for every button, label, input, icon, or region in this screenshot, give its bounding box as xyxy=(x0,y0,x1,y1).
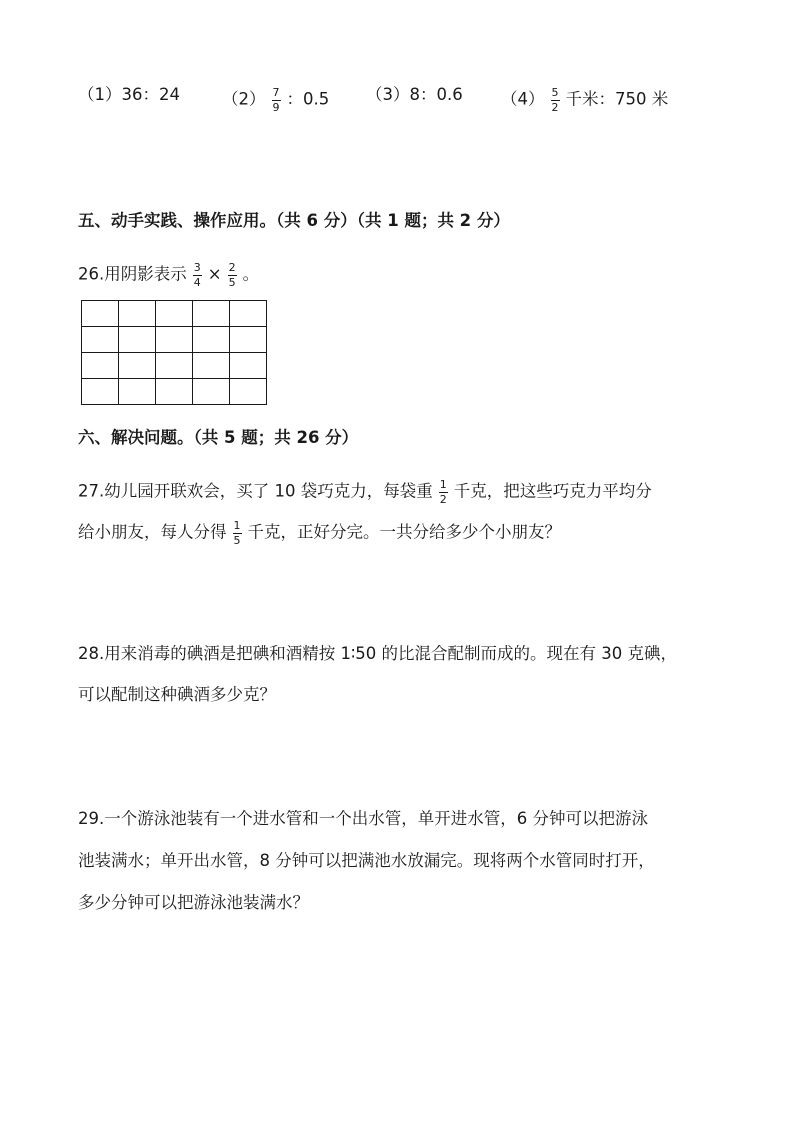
grid-cell[interactable] xyxy=(156,353,193,379)
grid-cell[interactable] xyxy=(119,301,156,327)
grid-cell[interactable] xyxy=(193,379,230,405)
ratio-item-2 xyxy=(222,87,329,113)
ratio-expr: 36：24 xyxy=(121,85,180,104)
grid-cell[interactable] xyxy=(193,301,230,327)
q27-text: 千克，正好分完。一共分给多少个小朋友？ xyxy=(247,522,561,542)
question-29-line-1: 29.一个游泳池装有一个进水管和一个出水管，单开进水管，6 分钟可以把游泳 xyxy=(78,809,648,828)
ratio-expr: 千米：750 米 xyxy=(565,89,669,109)
grid-row xyxy=(82,327,267,353)
fraction-numerator: 1 xyxy=(233,519,241,532)
fraction-denominator: 5 xyxy=(233,533,241,547)
ratio-label: （2） xyxy=(222,89,266,109)
grid-cell[interactable] xyxy=(119,353,156,379)
fraction-numerator: 3 xyxy=(193,261,201,274)
fraction xyxy=(228,262,237,288)
grid-cell[interactable] xyxy=(156,327,193,353)
section-6-heading: 六、解决问题。（共 5 题；共 26 分） xyxy=(78,428,359,447)
grid-cell[interactable] xyxy=(82,379,119,405)
ratio-expr: ：0.5 xyxy=(286,89,330,109)
grid-cell[interactable] xyxy=(156,379,193,405)
ratio-item-4 xyxy=(501,87,668,113)
fraction xyxy=(551,87,560,113)
shading-grid[interactable] xyxy=(81,300,267,405)
ratio-label: （4） xyxy=(501,89,545,109)
grid-cell[interactable] xyxy=(82,353,119,379)
q27-text: 27.幼儿园开联欢会，买了 10 袋巧克力，每袋重 xyxy=(78,481,433,501)
question-28-line-1: 28.用来消毒的碘酒是把碘和酒精按 1∶50 的比混合配制而成的。现在有 30 克碘， xyxy=(78,644,678,663)
ratio-item-1 xyxy=(78,87,180,104)
fraction xyxy=(272,87,281,113)
q26-prefix: 26.用阴影表示 xyxy=(78,264,187,284)
grid-cell[interactable] xyxy=(119,327,156,353)
grid-cell[interactable] xyxy=(82,327,119,353)
question-29-line-2: 池装满水；单开出水管，8 分钟可以把满池水放漏完。现将两个水管同时打开， xyxy=(78,851,655,870)
grid-row xyxy=(82,301,267,327)
grid-cell[interactable] xyxy=(230,379,267,405)
section-5-heading: 五、动手实践、操作应用。（共 6 分）（共 1 题；共 2 分） xyxy=(78,211,510,230)
fraction-numerator: 7 xyxy=(272,86,280,99)
grid-cell[interactable] xyxy=(119,379,156,405)
fraction xyxy=(439,479,448,505)
fraction-numerator: 2 xyxy=(228,261,236,274)
fraction-denominator: 4 xyxy=(193,275,201,289)
grid-cell[interactable] xyxy=(230,301,267,327)
fraction-denominator: 2 xyxy=(439,492,447,506)
ratio-label: （3） xyxy=(366,85,410,104)
question-29-line-3: 多少分钟可以把游泳池装满水？ xyxy=(78,893,309,912)
grid-row xyxy=(82,379,267,405)
fraction-numerator: 1 xyxy=(439,478,447,491)
grid-cell[interactable] xyxy=(230,353,267,379)
grid-cell[interactable] xyxy=(156,301,193,327)
fraction-denominator: 2 xyxy=(551,100,559,114)
grid-cell[interactable] xyxy=(193,327,230,353)
q27-text: 给小朋友，每人分得 xyxy=(78,522,227,542)
question-28-line-2: 可以配制这种碘酒多少克？ xyxy=(78,685,276,704)
fraction-denominator: 5 xyxy=(228,275,236,289)
fraction xyxy=(193,262,202,288)
q26-suffix: 。 xyxy=(242,264,260,284)
q27-text: 千克，把这些巧克力平均分 xyxy=(453,481,652,501)
ratio-item-3 xyxy=(366,87,463,104)
grid-cell[interactable] xyxy=(230,327,267,353)
question-27-line-2 xyxy=(78,520,561,546)
question-27-line-1 xyxy=(78,479,652,505)
grid-cell[interactable] xyxy=(82,301,119,327)
grid-row xyxy=(82,353,267,379)
times-operator: × xyxy=(207,264,222,284)
question-26 xyxy=(78,262,259,288)
fraction-denominator: 9 xyxy=(272,100,280,114)
fraction xyxy=(233,520,242,546)
ratio-expr: 8：0.6 xyxy=(409,85,463,104)
grid-cell[interactable] xyxy=(193,353,230,379)
fraction-numerator: 5 xyxy=(551,86,559,99)
ratio-label: （1） xyxy=(78,85,122,104)
